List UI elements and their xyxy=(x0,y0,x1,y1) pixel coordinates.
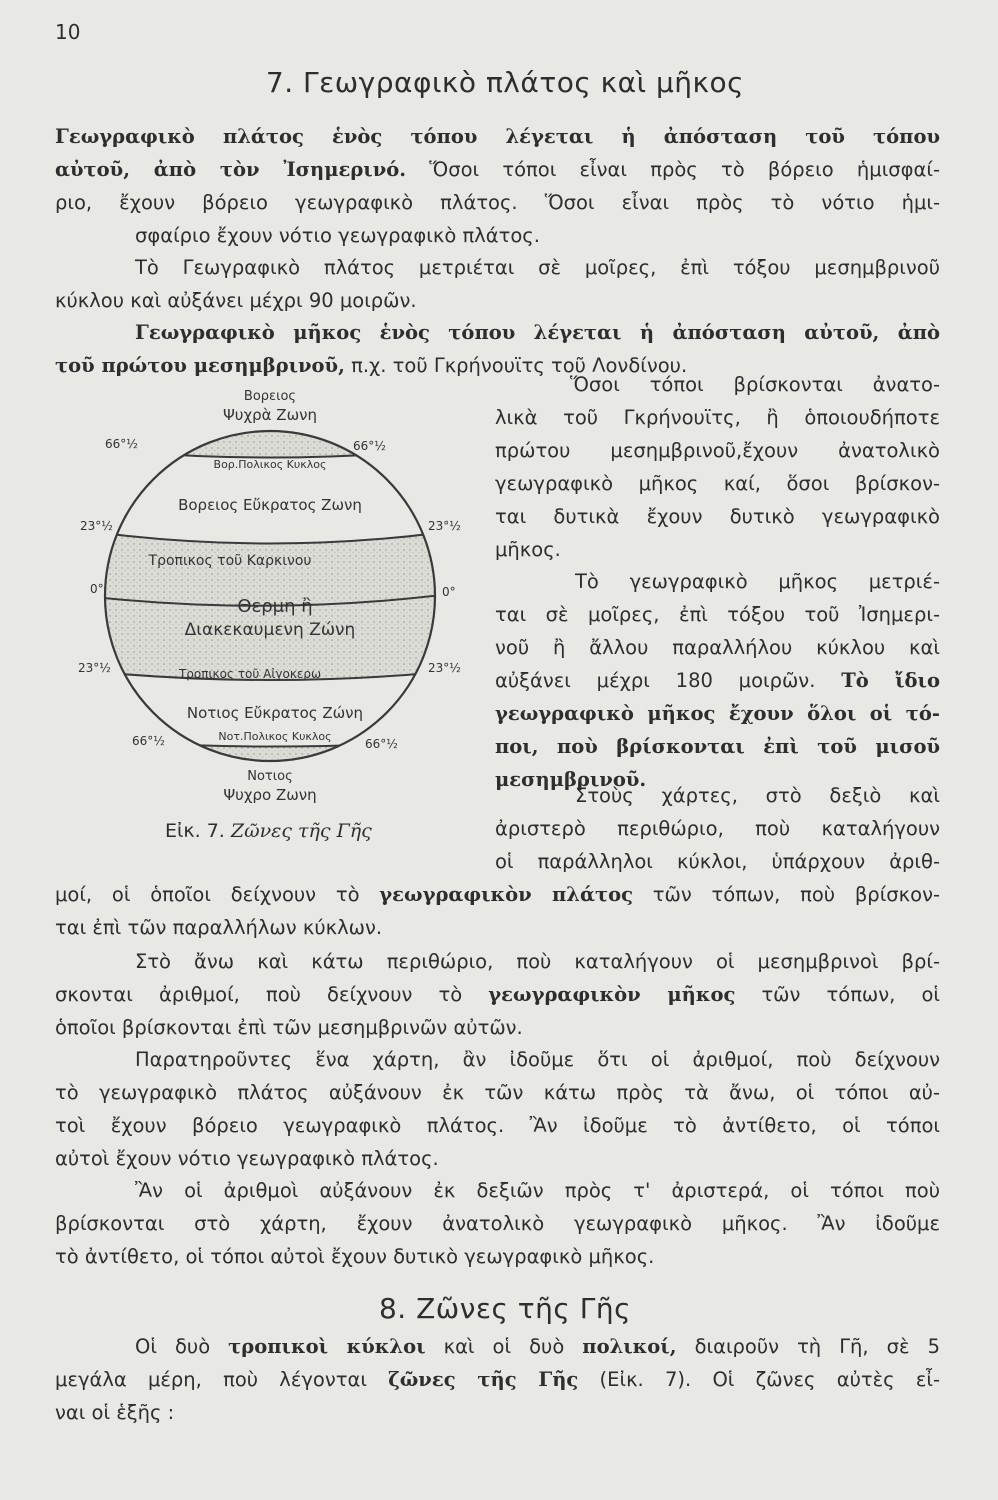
text-segment: ται ἐπὶ τῶν παραλλήλων κύκλων. xyxy=(55,916,383,939)
text-line xyxy=(55,1398,205,1428)
text-segment: γεωγραφικὸ μῆκος καί, ὅσοι βρίσκον- xyxy=(495,472,940,495)
deg-23-left-top: 23°½ xyxy=(80,519,113,533)
bold-text-segment: τοῦ πρώτου μεσημβρινοῦ, xyxy=(55,354,345,377)
text-segment: π.χ. τοῦ Γκρήνουϊτς τοῦ Λονδίνου. xyxy=(344,354,688,377)
text-line xyxy=(495,403,940,433)
bold-text-segment: μεσημβρινοῦ. xyxy=(495,768,647,791)
text-line xyxy=(495,699,940,729)
text-segment: αὐξάνει μέχρι 180 μοιρῶν. xyxy=(495,669,842,692)
text-line xyxy=(135,1045,940,1075)
text-segment: κύκλου καὶ αὐξάνει μέχρι 90 μοιρῶν. xyxy=(55,289,417,312)
text-line xyxy=(495,732,940,762)
bold-text-segment: πολικοί, xyxy=(582,1335,677,1358)
text-segment: τῶν τόπων, ποὺ βρίσκον- xyxy=(633,883,940,906)
text-line xyxy=(570,370,940,400)
text-segment: Ἂν οἱ ἀριθμοὶ αὐξάνουν ἐκ δεξιῶν πρὸς τ' ἀριστερά, οἱ τόποι ποὺ xyxy=(135,1179,940,1202)
text-line xyxy=(495,535,595,565)
text-line xyxy=(55,880,940,910)
bold-text-segment: γεωγραφικὸν πλάτος xyxy=(379,883,633,906)
text-segment: μοί, οἱ ὁποῖοι δείχνουν τὸ xyxy=(55,883,380,906)
text-line xyxy=(55,1078,940,1108)
text-segment: αὐτοὶ ἔχουν νότιο γεωγραφικὸ πλάτος. xyxy=(55,1147,439,1170)
text-segment: καὶ οἱ δυὸ xyxy=(425,1335,583,1358)
text-line xyxy=(495,814,940,844)
deg-0-left: 0° xyxy=(90,582,104,596)
text-segment: (Εἰκ. 7). Οἱ ζῶνες αὐτὲς εἶ- xyxy=(578,1368,940,1391)
text-line xyxy=(495,502,940,532)
deg-66-right-bottom: 66°½ xyxy=(365,737,398,751)
label-north: Βορειος xyxy=(243,389,297,404)
text-line xyxy=(495,666,940,696)
text-segment: Τὸ Γεωγραφικὸ πλάτος μετριέται σὲ μοῖρες, ἐπὶ τόξου μεσημβρινοῦ xyxy=(135,256,940,279)
deg-66-left-bottom: 66°½ xyxy=(132,734,165,748)
text-line xyxy=(135,1176,940,1206)
text-segment: ται δυτικὰ ἔχουν δυτικὸ γεωγραφικὸ xyxy=(495,505,940,528)
text-line xyxy=(55,122,940,152)
earth-zones-figure xyxy=(60,380,480,820)
text-segment: ὁποῖοι βρίσκονται ἐπὶ τῶν μεσημβρινῶν αὐτῶν. xyxy=(55,1016,523,1039)
deg-66-right-top: 66°½ xyxy=(353,439,386,453)
text-segment: ται σὲ μοῖρες, ἐπὶ τόξου τοῦ Ἰσημερι- xyxy=(495,603,940,626)
bold-text-segment: Γεωγραφικὸ πλάτος ἑνὸς τόπου λέγεται ἡ ἀπόσταση τοῦ τόπου xyxy=(55,125,940,148)
label-arctic-circle: Βορ.Πολικος Κυκλος xyxy=(213,458,327,471)
section-8-title: 8. Ζῶνες τῆς Γῆς xyxy=(378,1292,632,1325)
text-segment: Στὸ ἄνω καὶ κάτω περιθώριο, ποὺ καταλήγουν οἱ μεσημβρινοὶ βρί- xyxy=(135,950,940,973)
label-tropic-capricorn: Τροπικος τοῦ Αἰγοκερω xyxy=(178,667,322,681)
bold-text-segment: Τὸ ἴδιο xyxy=(841,669,940,692)
deg-23-right-top: 23°½ xyxy=(428,519,461,533)
text-line xyxy=(55,286,485,316)
text-line xyxy=(135,1332,940,1362)
text-segment: σκονται ἀριθμοί, ποὺ δείχνουν τὸ xyxy=(55,983,489,1006)
label-south: Νοτιος xyxy=(247,769,293,784)
section-7-title: 7. Γεωγραφικὸ πλάτος καὶ μῆκος xyxy=(265,66,745,99)
text-segment: πρώτου μεσημβρινοῦ,ἔχουν ἀνατολικὸ xyxy=(495,439,940,462)
figure-caption xyxy=(165,820,372,842)
text-segment: τὸ γεωγραφικὸ πλάτος αὐξάνουν ἐκ τῶν κάτω πρὸς τὰ ἄνω, οἱ τόποι αὐ- xyxy=(55,1081,940,1104)
label-tropic-cancer: Τροπικος τοῦ Καρκινου xyxy=(148,553,312,569)
text-line xyxy=(495,469,940,499)
text-line xyxy=(55,1365,940,1395)
text-line xyxy=(55,1209,940,1239)
text-line xyxy=(55,1242,775,1272)
deg-23-right-bottom: 23°½ xyxy=(428,661,461,675)
text-segment: νοῦ ἢ ἄλλου παραλλήλου κύκλου καὶ xyxy=(495,636,940,659)
text-line xyxy=(575,781,940,811)
bold-text-segment: γεωγραφικὸ μῆκος ἔχουν ὅλοι οἱ τό- xyxy=(495,702,940,725)
text-segment: λικὰ τοῦ Γκρήνουϊτς, ἢ ὁποιουδήποτε xyxy=(495,406,940,429)
bold-text-segment: ζῶνες τῆς Γῆς xyxy=(388,1368,579,1391)
deg-66-left-top: 66°½ xyxy=(105,437,138,451)
text-line xyxy=(55,1013,625,1043)
text-segment: Ὅσοι τόποι εἶναι πρὸς τὸ βόρειο ἡμισφαί- xyxy=(406,158,940,181)
text-line xyxy=(55,1144,525,1174)
text-segment: διαιροῦν τὴ Γῆ, σὲ 5 xyxy=(676,1335,940,1358)
text-line xyxy=(575,567,940,597)
text-segment: Ὅσοι τόποι βρίσκονται ἀνατο- xyxy=(570,373,940,396)
label-south-temperate: Νοτιος Εὔκρατος Ζώνη xyxy=(186,704,364,722)
text-segment: μεγάλα μέρη, ποὺ λέγονται xyxy=(55,1368,389,1391)
text-line xyxy=(495,600,940,630)
text-segment: Τὸ γεωγραφικὸ μῆκος μετριέ- xyxy=(575,570,940,593)
text-line xyxy=(55,913,475,943)
bold-text-segment: τροπικοὶ κύκλοι xyxy=(228,1335,426,1358)
text-line xyxy=(135,253,940,283)
text-line xyxy=(55,188,940,218)
text-segment: βρίσκονται στὸ χάρτη, ἔχουν ἀνατολικὸ γεωγραφικὸ μῆκος. Ἂν ἰδοῦμε xyxy=(55,1212,940,1235)
label-torrid-2: Διακεκαυμενη Ζώνη xyxy=(184,620,356,640)
text-line xyxy=(55,980,940,1010)
label-torrid-1: Θερμη ἢ xyxy=(237,596,313,617)
bold-text-segment: αὐτοῦ, ἀπὸ τὸν Ἰσημερινό. xyxy=(55,158,407,181)
text-line xyxy=(495,436,940,466)
text-segment: μῆκος. xyxy=(495,538,561,561)
deg-23-left-bottom: 23°½ xyxy=(78,661,111,675)
text-line xyxy=(495,847,940,877)
text-segment: Οἱ δυὸ xyxy=(135,1335,229,1358)
bold-text-segment: γεωγραφικὸν μῆκος xyxy=(488,983,736,1006)
text-line xyxy=(55,1111,940,1141)
text-segment: τοὶ ἔχουν βόρειο γεωγραφικὸ πλάτος. Ἂν ἰδοῦμε τὸ ἀντίθετο, οἱ τόποι xyxy=(55,1114,940,1137)
bold-text-segment: Γεωγραφικὸ μῆκος ἑνὸς τόπου λέγεται ἡ ἀπόσταση αὐτοῦ, ἀπὸ xyxy=(135,321,940,344)
text-segment: τὸ ἀντίθετο, οἱ τόποι αὐτοὶ ἔχουν δυτικὸ γεωγραφικὸ μῆκος. xyxy=(55,1245,655,1268)
label-north-frigid: Ψυχρὰ Ζωνη xyxy=(222,406,318,424)
text-segment: Στοὺς χάρτες, στὸ δεξιὸ καὶ xyxy=(575,784,940,807)
label-south-frigid: Ψυχρο Ζωνη xyxy=(223,786,317,804)
text-segment: ἀριστερὸ περιθώριο, ποὺ καταλήγουν xyxy=(495,817,940,840)
text-segment: Παρατηροῦντες ἕνα χάρτη, ἂν ἰδοῦμε ὅτι οἱ ἀριθμοί, ποὺ δείχνουν xyxy=(135,1048,940,1071)
label-antarctic-circle: Νοτ.Πολικος Κυκλος xyxy=(218,730,332,743)
text-line xyxy=(135,318,940,348)
text-segment: ναι οἱ ἑξῆς : xyxy=(55,1401,175,1424)
text-segment: σφαίριο ἔχουν νότιο γεωγραφικὸ πλάτος. xyxy=(135,224,540,247)
text-line xyxy=(135,947,940,977)
text-segment: ριο, ἔχουν βόρειο γεωγραφικὸ πλάτος. Ὅσοι εἶναι πρὸς τὸ νότιο ἡμι- xyxy=(55,191,940,214)
text-segment: τῶν τόπων, οἱ xyxy=(735,983,940,1006)
page-number: 10 xyxy=(55,20,81,44)
label-north-temperate: Βορειος Εὔκρατος Ζωνη xyxy=(178,496,362,514)
text-line xyxy=(55,155,940,185)
text-segment: οἱ παράλληλοι κύκλοι, ὑπάρχουν ἀριθ- xyxy=(495,850,940,873)
caption-prefix: Εἰκ. 7. xyxy=(165,820,225,842)
bold-text-segment: ποι, ποὺ βρίσκονται ἐπὶ τοῦ μισοῦ xyxy=(495,735,940,758)
deg-0-right: 0° xyxy=(442,585,456,599)
text-line xyxy=(135,221,855,251)
caption-title: Ζῶνες τῆς Γῆς xyxy=(230,820,372,842)
text-line xyxy=(495,633,940,663)
